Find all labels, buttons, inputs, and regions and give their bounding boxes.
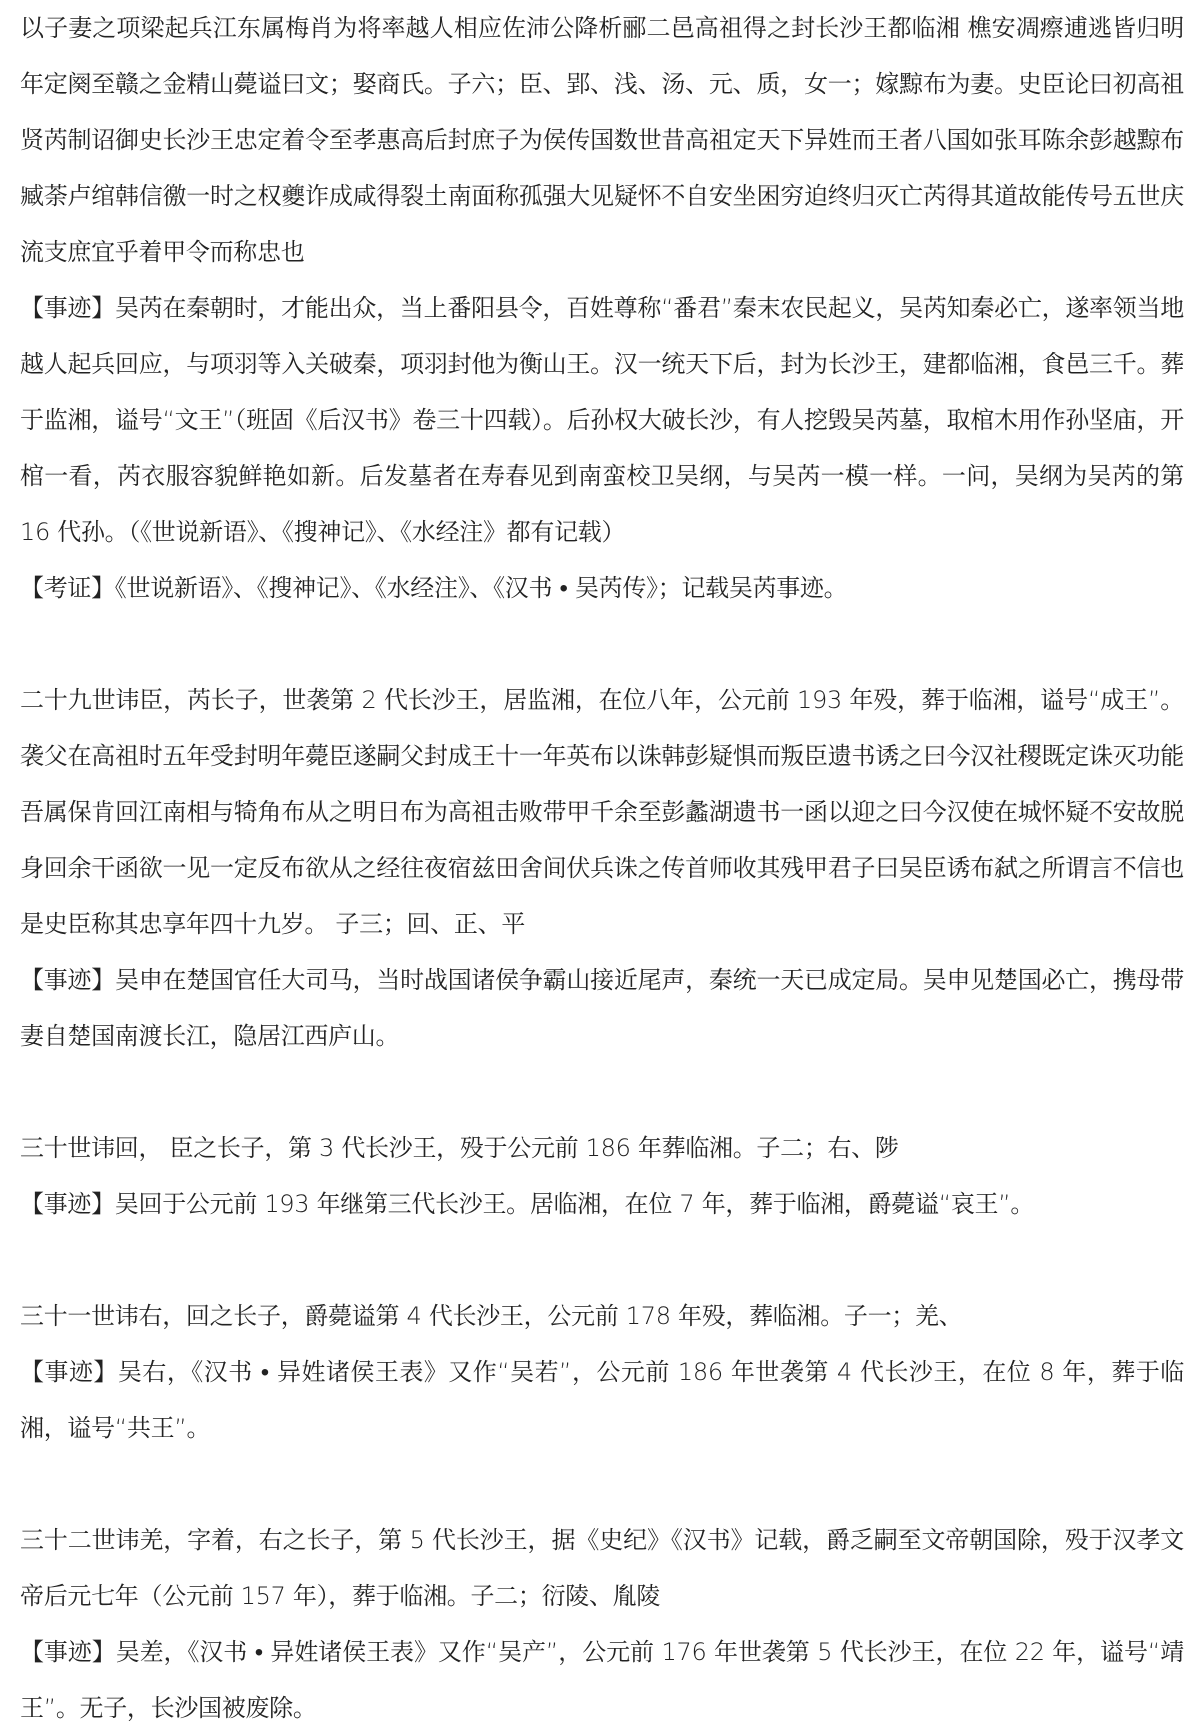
paragraph-gap bbox=[20, 1232, 1184, 1288]
paragraph-30th-deeds: 【事迹】吴回于公元前 193 年继第三代长沙王。居临湘，在位 7 年，葬于临湘，爵薨谥“哀王”。 bbox=[20, 1190, 1035, 1218]
paragraph-32nd-deeds: 【事迹】吴差，《汉书 • 异姓诸侯王表》又作“吴产”，公元前 176 年世袭第 5 代长沙王，在位 22 年，谥号“靖王”。无子，长沙国被废除。 bbox=[20, 1638, 1184, 1722]
paragraph-gap bbox=[20, 1456, 1184, 1512]
paragraph-32nd-generation: 三十二世讳羌，字着，右之长子，第 5 代长沙王，据《史纪》《汉书》记载，爵乏嗣至文帝朝国除，殁于汉孝文帝后元七年（公元前 157 年），葬于临湘。子二；衍陵、胤陵 bbox=[20, 1526, 1184, 1610]
document-body bbox=[20, 0, 1184, 1736]
paragraph-31st-deeds: 【事迹】吴右，《汉书 • 异姓诸侯王表》又作“吴若”，公元前 186 年世袭第 4 代长沙王，在位 8 年，葬于临湘，谥号“共王”。 bbox=[20, 1358, 1184, 1442]
paragraph-wu-rui-deeds: 【事迹】吴芮在秦朝时，才能出众，当上番阳县令，百姓尊称“番君”秦末农民起义，吴芮知秦必亡，遂率领当地越人起兵回应，与项羽等入关破秦，项羽封他为衡山王。汉一统天下后，封为长沙王，建都临湘，食邑三千。葬于监湘，谥号“文王”（班固《后汉书》卷三十四载）。后孙权大破长沙，有人挖毁吴芮墓，取棺木用作孙坚庙，开棺一看，芮衣服容貌鲜艳如新。后发墓者在寿春见到南蛮校卫吴纲，与吴芮一模一样。一问，吴纲为吴芮的第 16 代孙。（《世说新语》、《搜神记》、《水经注》都有记载） bbox=[20, 294, 1184, 546]
paragraph-30th-generation: 三十世讳回， 臣之长子，第 3 代长沙王，殁于公元前 186 年葬临湘。子二；右、陟 bbox=[20, 1134, 899, 1162]
paragraph-29th-deeds: 【事迹】吴申在楚国官任大司马，当时战国诸侯争霸山接近尾声，秦统一天已成定局。吴申见楚国必亡，携母带妻自楚国南渡长江，隐居江西庐山。 bbox=[20, 966, 1184, 1050]
paragraph-29th-generation: 二十九世讳臣，芮长子，世袭第 2 代长沙王，居监湘，在位八年，公元前 193 年殁，葬于临湘，谥号“成王”。袭父在高祖时五年受封明年薨臣遂嗣父封成王十一年英布以诛韩彭疑惧而叛臣遗书诱之曰今汉社稷既定诛灭功能吾属保肯回江南相与犄角布从之明日布为高祖击败带甲千余至彭蠡湖遗书一函以迎之曰今汉使在城怀疑不安故脱身回余干函欲一见一定反布欲从之经往夜宿兹田舍间伏兵诛之传首师收其残甲君子曰吴臣诱布弑之所谓言不信也是史臣称其忠享年四十九岁。 子三；回、正、平 bbox=[20, 686, 1184, 938]
paragraph-31st-generation: 三十一世讳右，回之长子，爵薨谥第 4 代长沙王，公元前 178 年殁，葬临湘。子一；羌、 bbox=[20, 1302, 963, 1330]
paragraph-gap bbox=[20, 1064, 1184, 1120]
paragraph-gap bbox=[20, 616, 1184, 672]
paragraph-wu-rui-evidence: 【考证】《世说新语》、《搜神记》、《水经注》、《汉书 • 吴芮传》；记载吴芮事迹。 bbox=[20, 574, 848, 602]
paragraph-wu-rui-genealogy: 以子妻之项梁起兵江东属梅肖为将率越人相应佐沛公降析郦二邑高祖得之封长沙王都临湘 樵安凋瘵逋逃皆归明年定阕至赣之金精山薨谥曰文；娶商氏。子六；臣、郢、浅、汤、元、质，女一；嫁黥布为妻。史臣论曰初高祖贤芮制诏御史长沙王忠定着令至孝惠高后封庶子为侯传国数世昔高祖定天下异姓而王者八国如张耳陈余彭越黥布臧荼卢绾韩信徼一时之权夔诈成咸得裂土南面称孤强大见疑怀不自安坐困穷迫终归灭亡芮得其道故能传号五世庆流支庶宜乎着甲令而称忠也 bbox=[20, 14, 1184, 266]
